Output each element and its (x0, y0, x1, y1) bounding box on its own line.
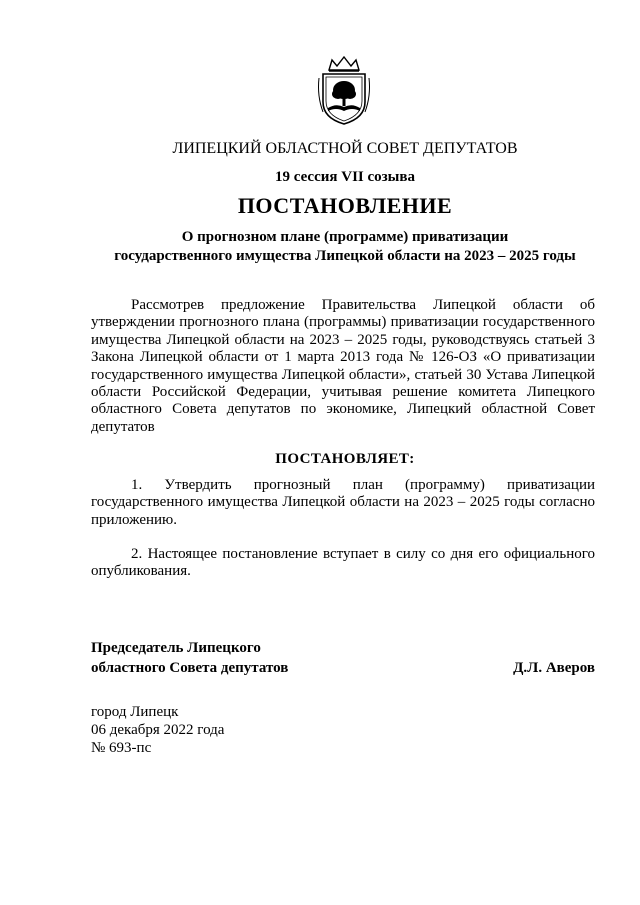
signer-role-line-2: областного Совета депутатов (91, 660, 289, 676)
resolution-item-2-text: 2. Настоящее постановление вступает в силу со дня его официального опубликования. (91, 546, 595, 580)
document-number: № 693-пс (91, 740, 152, 756)
preamble-paragraph (91, 297, 595, 436)
document-footer (91, 703, 224, 757)
council-name: ЛИПЕЦКИЙ ОБЛАСТНОЙ СОВЕТ ДЕПУТАТОВ (172, 140, 518, 157)
signature-block (91, 638, 595, 678)
signer-role-line-1: Председатель Липецкого (91, 640, 261, 656)
session-label: 19 сессия VII созыва (274, 169, 415, 185)
resolution-item-1 (91, 477, 595, 529)
document-subject (0, 228, 640, 266)
subject-line-2: государственного имущества Липецкой области на 2023 – 2025 годы (114, 248, 576, 264)
resolves-heading: ПОСТАНОВЛЯЕТ: (275, 451, 415, 467)
document-type-heading: ПОСТАНОВЛЕНИЕ (237, 193, 453, 218)
signer-name: Д.Л. Аверов (513, 660, 595, 676)
coat-of-arms-icon (315, 56, 373, 126)
resolution-item-1-text: 1. Утвердить прогнозный план (программу) приватизации государственного имущества Липецкой области на 2023 – 2025 годы согласно приложению. (91, 477, 595, 528)
resolution-item-2 (91, 546, 595, 581)
preamble-text: Рассмотрев предложение Правительства Липецкой области об утверждении прогнозного плана (программы) приватизации государственного имущества Липецкой области на 2023 – 2025 годы, руководствуясь статьей 3 Закона Липецкой области от 1 марта 2013 года № 126-ОЗ «О приватизации государственного имущества Липецкой области», статьей 30 Устава Липецкой области Российской Федерации, учитывая решение комитета Липецкого областного Совета депутатов по экономике, Липецкий областной Совет депутатов (91, 297, 595, 435)
city-label: город Липецк (91, 704, 179, 720)
document-date: 06 декабря 2022 года (91, 722, 225, 738)
subject-line-1: О прогнозном плане (программе) приватизации (181, 229, 509, 245)
